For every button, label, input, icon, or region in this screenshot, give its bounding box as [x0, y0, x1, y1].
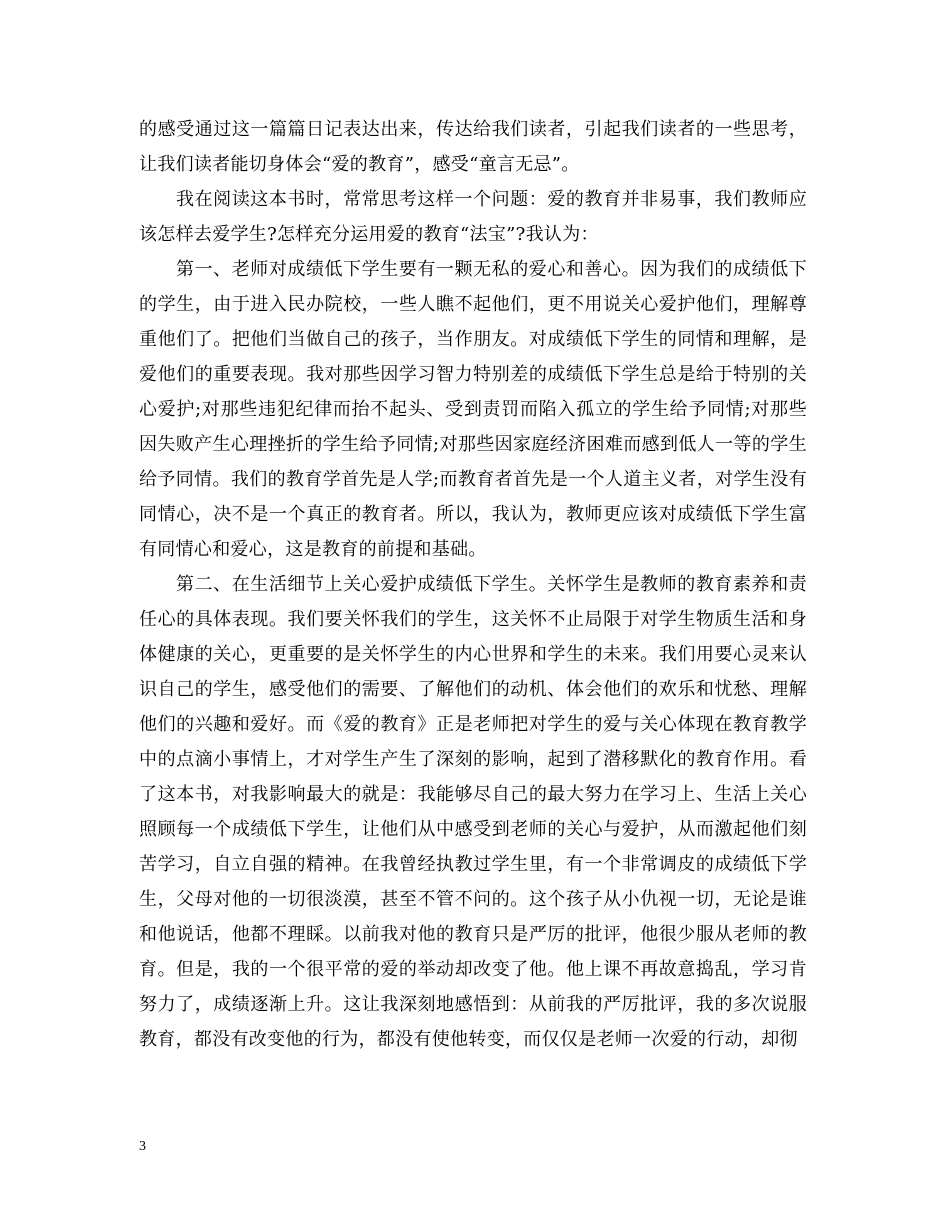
paragraph-continuation: 的感受通过这一篇篇日记表达出来，传达给我们读者，引起我们读者的一些思考，让我们读者能切身体会“爱的教育”，感受“童言无忌”。	[139, 119, 807, 175]
body-text	[139, 112, 807, 1057]
paragraph-point-two: 第二、在生活细节上关心爱护成绩低下学生。关怀学生是教师的教育素养和责任心的具体表现。我们要关怀我们的学生，这关怀不止局限于对学生物质生活和身体健康的关心，更重要的是关怀学生的内心世界和学生的未来。我们用要心灵来认识自己的学生，感受他们的需要、了解他们的动机、体会他们的欢乐和忧愁、理解他们的兴趣和爱好。而《爱的教育》正是老师把对学生的爱与关心体现在教育教学中的点滴小事情上，才对学生产生了深刻的影响，起到了潜移默化的教育作用。看了这本书，对我影响最大的就是：我能够尽自己的最大努力在学习上、生活上关心照顾每一个成绩低下学生，让他们从中感受到老师的关心与爱护，从而激起他们刻苦学习，自立自强的精神。在我曾经执教过学生里，有一个非常调皮的成绩低下学生，父母对他的一切很淡漠，甚至不管不问的。这个孩子从小仇视一切，无论是谁和他说话，他都不理睬。以前我对他的教育只是严厉的批评，他很少服从老师的教育。但是，我的一个很平常的爱的举动却改变了他。他上课不再故意捣乱，学习肯努力了，成绩逐渐上升。这让我深刻地感悟到：从前我的严厉批评，我的多次说服教育，都没有改变他的行为，都没有使他转变，而仅仅是老师一次爱的行动，却彻	[139, 574, 807, 1050]
paragraph-question: 我在阅读这本书时，常常思考这样一个问题：爱的教育并非易事，我们教师应该怎样去爱学生?怎样充分运用爱的教育“法宝”?我认为：	[139, 189, 807, 245]
page-number: 3	[139, 1139, 146, 1154]
paragraph-point-one: 第一、老师对成绩低下学生要有一颗无私的爱心和善心。因为我们的成绩低下的学生，由于进入民办院校，一些人瞧不起他们，更不用说关心爱护他们，理解尊重他们了。把他们当做自己的孩子，当作朋友。对成绩低下学生的同情和理解，是爱他们的重要表现。我对那些因学习智力特别差的成绩低下学生总是给于特别的关心爱护;对那些违犯纪律而抬不起头、受到责罚而陷入孤立的学生给予同情;对那些因失败产生心理挫折的学生给予同情;对那些因家庭经济困难而感到低人一等的学生给予同情。我们的教育学首先是人学;而教育者首先是一个人道主义者，对学生没有同情心，决不是一个真正的教育者。所以，我认为，教师更应该对成绩低下学生富有同情心和爱心，这是教育的前提和基础。	[139, 259, 807, 560]
